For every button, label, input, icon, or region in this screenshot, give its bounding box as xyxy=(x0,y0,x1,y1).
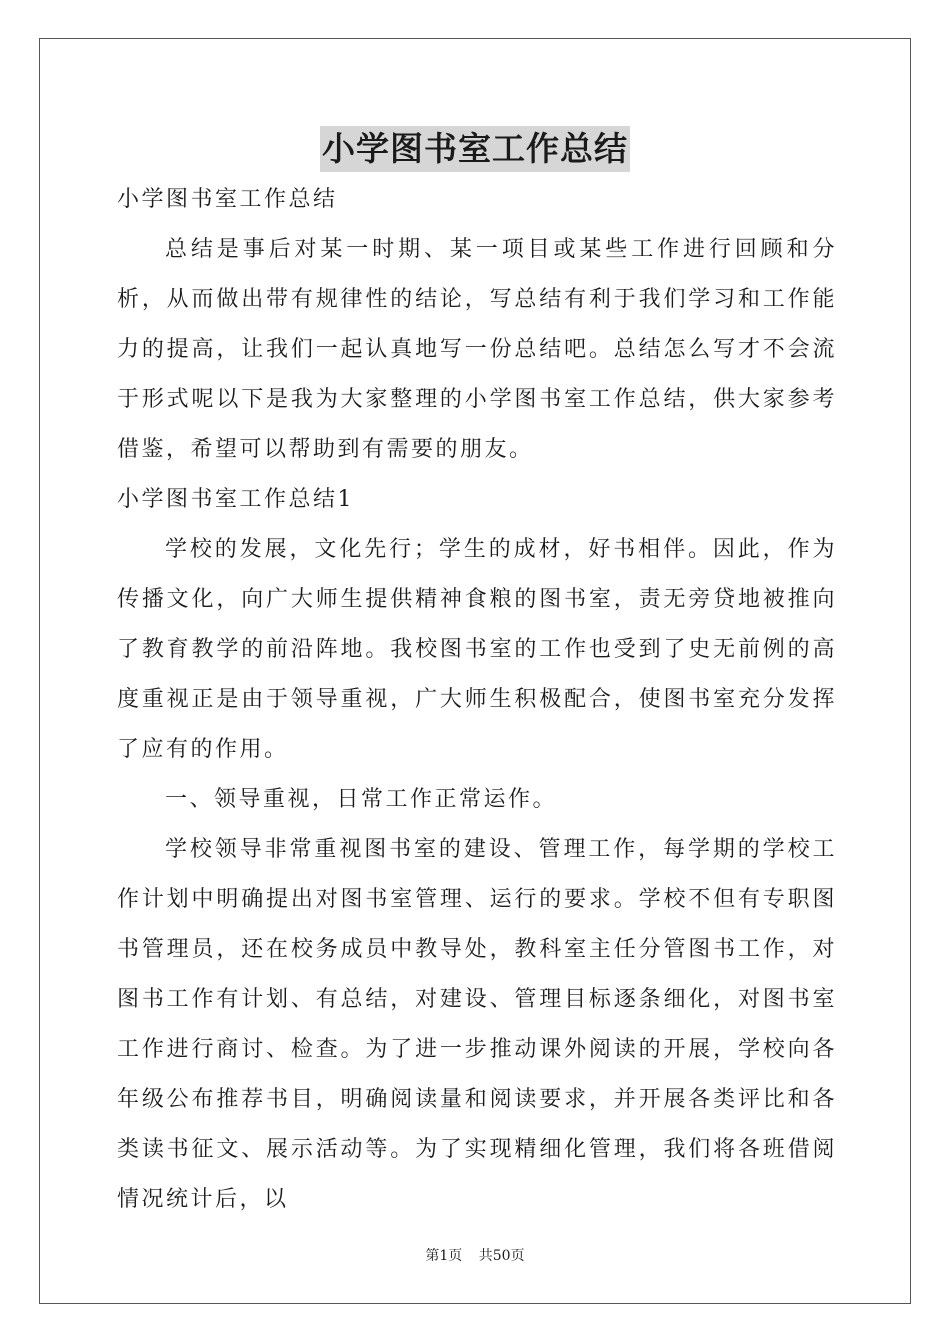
document-body xyxy=(117,175,837,1225)
paragraph-subheading: 一、领导重视，日常工作正常运作。 xyxy=(165,787,558,812)
paragraph-subtitle: 小学图书室工作总结 xyxy=(117,187,338,212)
paragraph-intro: 总结是事后对某一时期、某一项目或某些工作进行回顾和分析，从而做出带有规律性的结论，写总结有利于我们学习和工作能力的提高，让我们一起认真地写一份总结吧。总结怎么写才不会流于形式呢以下是我为大家整理的小学图书室工作总结，供大家参考借鉴，希望可以帮助到有需要的朋友。 xyxy=(117,237,837,462)
page-footer xyxy=(0,1246,950,1266)
paragraph-detail: 学校领导非常重视图书室的建设、管理工作，每学期的学校工作计划中明确提出对图书室管理、运行的要求。学校不但有专职图书管理员，还在校务成员中教导处，教科室主任分管图书工作，对图书工作有计划、有总结，对建设、管理目标逐条细化，对图书室工作进行商讨、检查。为了进一步推动课外阅读的开展，学校向各年级公布推荐书目，明确阅读量和阅读要求，并开展各类评比和各类读书征文、展示活动等。为了实现精细化管理，我们将各班借阅情况统计后，以 xyxy=(117,837,837,1212)
page-number: 第1页 xyxy=(425,1248,463,1264)
paragraph-section-heading: 小学图书室工作总结1 xyxy=(117,487,354,512)
total-pages: 共50页 xyxy=(478,1248,525,1264)
paragraph-section-body: 学校的发展，文化先行；学生的成材，好书相伴。因此，作为传播文化，向广大师生提供精神食粮的图书室，责无旁贷地被推向了教育教学的前沿阵地。我校图书室的工作也受到了史无前例的高度重视正是由于领导重视，广大师生积极配合，使图书室充分发挥了应有的作用。 xyxy=(117,537,837,762)
document-title: 小学图书室工作总结 xyxy=(320,126,630,172)
title-container xyxy=(0,126,950,172)
